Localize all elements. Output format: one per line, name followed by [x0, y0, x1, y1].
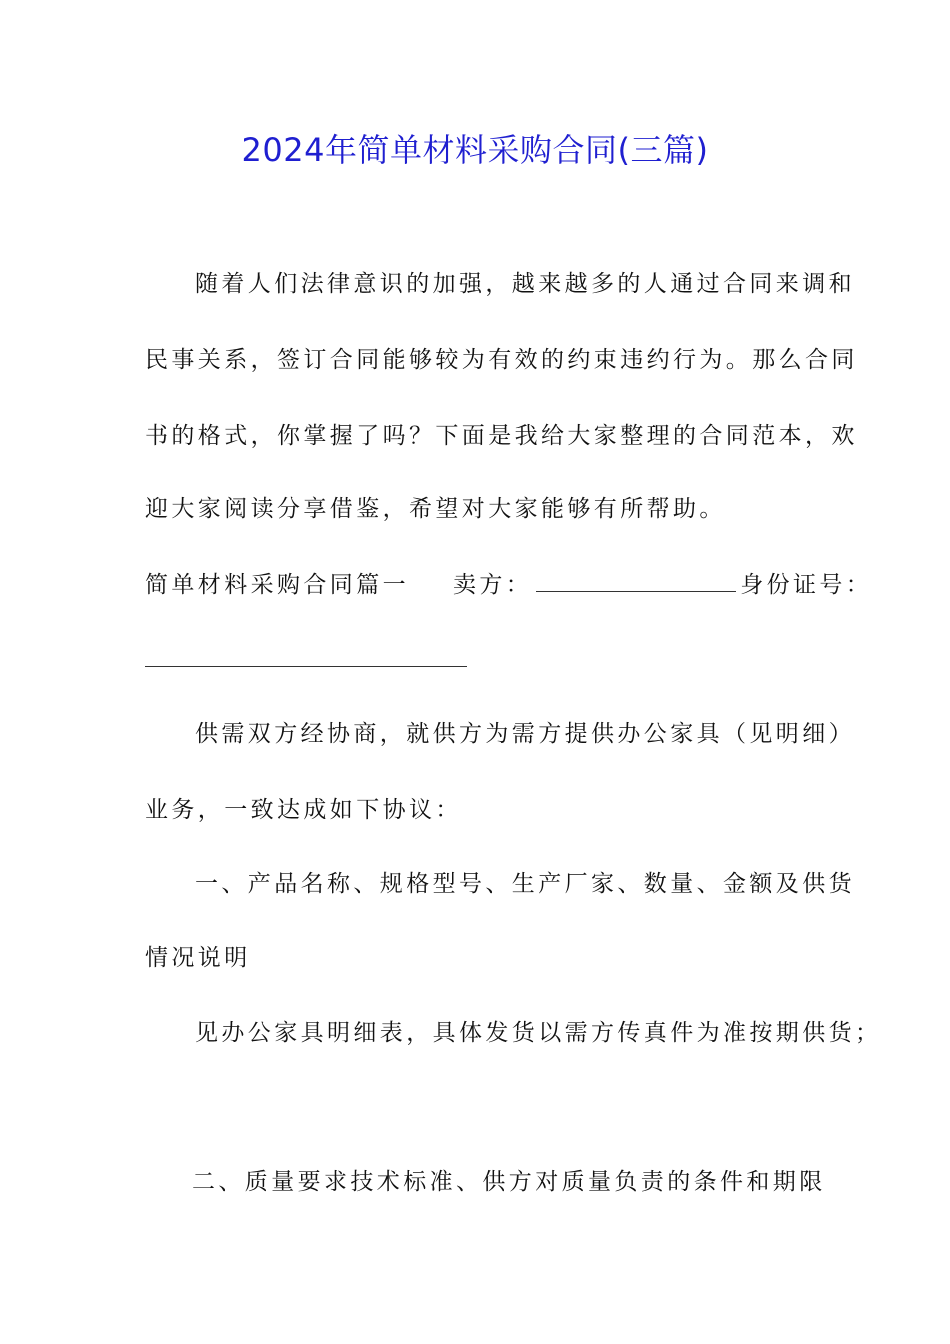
para1-line-2: 业务，一致达成如下协议：: [145, 797, 462, 823]
contract-heading: 简单材料采购合同篇一: [145, 572, 409, 598]
id-number-blank: [145, 666, 467, 667]
id-number-label: 身份证号：: [740, 572, 873, 598]
intro-line-3: 书的格式，你掌握了吗？下面是我给大家整理的合同范本，欢: [145, 423, 858, 449]
item2-heading: 二、质量要求技术标准、供方对质量负责的条件和期限: [192, 1169, 826, 1195]
item1-detail: 见办公家具明细表，具体发货以需方传真件为准按期供货；: [195, 1020, 882, 1046]
document-title: 2024年简单材料采购合同(三篇): [241, 131, 709, 169]
item1-line-2: 情况说明: [145, 945, 251, 971]
item1-line-1: 一、产品名称、规格型号、生产厂家、数量、金额及供货: [195, 871, 855, 897]
intro-line-1: 随着人们法律意识的加强，越来越多的人通过合同来调和: [195, 271, 855, 297]
para1-line-1: 供需双方经协商，就供方为需方提供办公家具（见明细）: [195, 721, 855, 747]
seller-label: 卖方：: [453, 572, 533, 598]
contract-header-line: [145, 569, 872, 600]
intro-line-2: 民事关系，签订合同能够较为有效的约束违约行为。那么合同: [145, 347, 858, 373]
seller-blank: [536, 569, 736, 592]
intro-line-4: 迎大家阅读分享借鉴，希望对大家能够有所帮助。: [145, 496, 726, 522]
